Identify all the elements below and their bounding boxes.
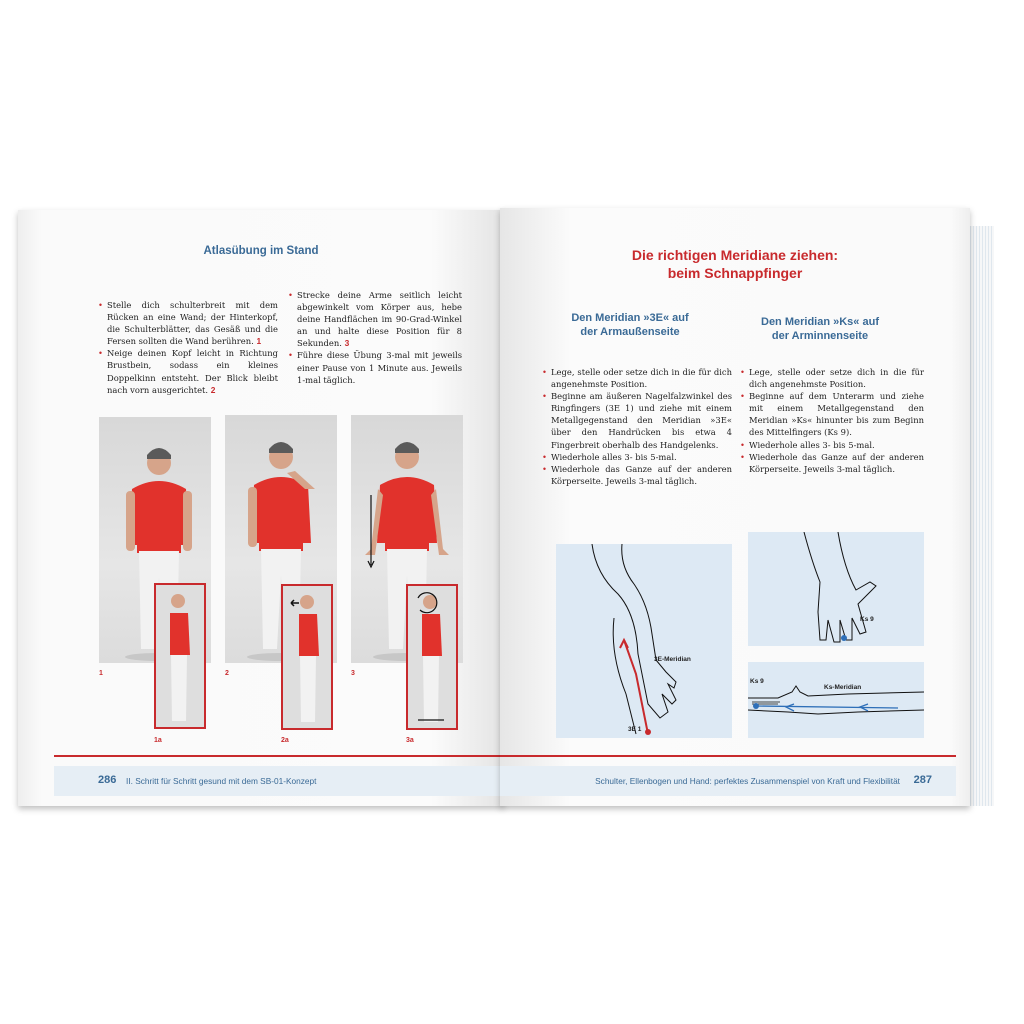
meridian-ks-heading-line-2: der Arminnenseite — [771, 330, 869, 342]
bullet-item — [542, 463, 732, 487]
footer-rule-right — [500, 755, 956, 757]
meridian-ks-heading — [740, 315, 900, 343]
meridian-ks-heading-line-1: Den Meridian »Ks« auf — [761, 316, 879, 328]
bullet-text: Führe diese Übung 3-mal mit jeweils einer Pause von 1 Minute aus. Jeweils 1-mal täglich. — [297, 350, 462, 385]
bullet-text: Strecke deine Arme seitlich leicht abgewinkelt vom Körper aus, hebe deine Handflächen im 90-Grad-Winkel an und halte diese Position für 8 Sekunden. — [297, 290, 462, 349]
arm-inside-illustration — [748, 662, 924, 738]
arm-outside-illustration — [556, 544, 732, 738]
bullet-item — [98, 299, 278, 347]
illustration-ks-hand — [748, 532, 924, 646]
running-head-left: II. Schritt für Schritt gesund mit dem SB-01-Konzept — [126, 776, 317, 786]
bullet-item — [98, 347, 278, 395]
right-page-title — [500, 246, 970, 282]
bullet-text: Wiederhole das Ganze auf der anderen Körperseite. Jeweils 3-mal täglich. — [551, 463, 732, 486]
label-ks-9-top: Ks 9 — [860, 616, 874, 623]
figure-number-3: 3 — [351, 670, 355, 677]
meridian-3e-heading — [550, 311, 710, 339]
illustration-3e-meridian — [556, 544, 732, 738]
bullet-item — [542, 366, 732, 390]
figure-number-2: 2 — [225, 670, 229, 677]
inset-number-2a: 2a — [281, 737, 289, 744]
bullet-item — [542, 390, 732, 450]
footer-rule-left — [54, 755, 504, 757]
bullet-text: Beginne am äußeren Nagelfalzwinkel des Ringfingers (3E 1) und ziehe mit einem Metallgegenstand den Meridian »3E« über den Handrücken bis etwa 4 Fingerbreit oberhalb des Handgelenks. — [551, 391, 732, 450]
hand-palm-illustration — [748, 532, 924, 646]
meridian-3e-heading-line-2: der Armaußenseite — [580, 326, 680, 338]
bullet-item — [740, 390, 924, 438]
bullet-text: Wiederhole das Ganze auf der anderen Körperseite. Jeweils 3-mal täglich. — [749, 451, 924, 474]
running-head-right: Schulter, Ellenbogen und Hand: perfektes Zusammenspiel von Kraft und Flexibilität — [595, 776, 900, 786]
bullet-text: Lege, stelle oder setze dich in die für dich angenehmste Position. — [551, 367, 732, 390]
right-title-line-2: beim Schnappfinger — [667, 265, 803, 281]
meridian-3e-instructions — [542, 366, 732, 487]
bullet-item — [542, 451, 732, 463]
bullet-item — [740, 366, 924, 390]
label-ks-meridian: Ks-Meridian — [824, 684, 862, 691]
left-column-2 — [288, 289, 462, 386]
bullet-item — [740, 451, 924, 475]
open-book — [14, 198, 994, 816]
inset-photo-1a — [154, 583, 206, 729]
bullet-text: Beginne auf dem Unterarm und ziehe mit einem Metallgegenstand den Meridian »Ks« hinunter bis zum Beginn des Mittelfingers (Ks 9). — [749, 391, 924, 438]
meridian-3e-heading-line-1: Den Meridian »3E« auf — [571, 312, 689, 324]
bullet-item — [288, 289, 462, 349]
bullet-item — [288, 349, 462, 385]
bullet-item — [740, 439, 924, 451]
person-side-view-image — [408, 586, 456, 728]
meridian-ks-instructions — [740, 366, 924, 475]
inset-number-1a: 1a — [154, 737, 162, 744]
illustration-ks-arm — [748, 662, 924, 738]
inset-number-3a: 3a — [406, 737, 414, 744]
left-page — [18, 210, 504, 806]
label-ks-9-side: Ks 9 — [750, 678, 764, 685]
bullet-text: Wiederhole alles 3- bis 5-mal. — [551, 451, 677, 462]
label-3e-meridian: 3E-Meridian — [654, 656, 691, 663]
figure-reference: 3 — [344, 338, 350, 349]
page-edges — [970, 226, 994, 806]
figure-reference: 1 — [256, 336, 262, 347]
inset-photo-3a — [406, 584, 458, 730]
bullet-text: Neige deinen Kopf leicht in Richtung Brustbein, sodass ein kleines Doppelkinn entsteht. Der Blick bleibt nach vorn ausgerichtet. — [107, 348, 278, 395]
right-title-line-1: Die richtigen Meridiane ziehen: — [631, 247, 839, 263]
figure-reference: 2 — [210, 384, 216, 395]
bullet-text: Lege, stelle oder setze dich in die für dich angenehmste Position. — [749, 367, 924, 390]
label-3e-1: 3E 1 — [628, 726, 642, 733]
left-page-title: Atlasübung im Stand — [203, 245, 319, 257]
page-number-left: 286 — [98, 774, 117, 786]
footer-left — [54, 766, 504, 796]
figure-number-1: 1 — [99, 670, 103, 677]
bullet-text: Stelle dich schulterbreit mit dem Rücken an eine Wand; der Hinterkopf, die Schulterblätter, das Gesäß und die Fersen sollten die Wand berühren. — [107, 300, 278, 347]
bullet-text: Wiederhole alles 3- bis 5-mal. — [749, 439, 875, 450]
right-page — [500, 208, 970, 806]
footer-right — [500, 766, 956, 796]
page-number-right: 287 — [913, 774, 932, 786]
inset-photo-2a — [281, 584, 333, 730]
left-column-1 — [98, 299, 278, 396]
person-side-view-image — [156, 585, 204, 727]
person-side-view-image — [283, 586, 331, 728]
